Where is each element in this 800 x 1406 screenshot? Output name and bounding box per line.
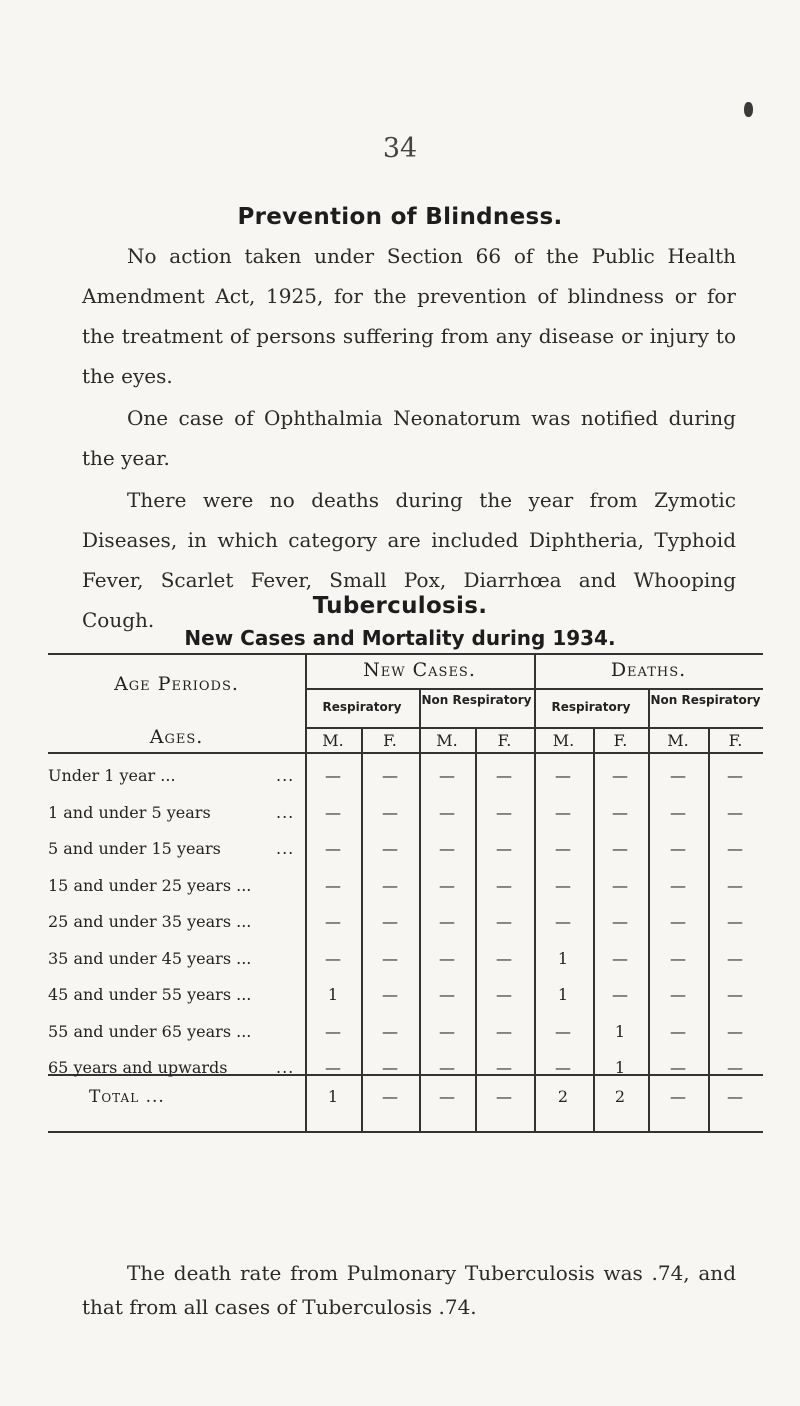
row-label: 65 years and upwards <box>48 1058 228 1077</box>
total-cell: — <box>670 1087 686 1106</box>
new-cases-header: New Cases. <box>363 659 476 681</box>
col-header-f: F. <box>613 731 628 750</box>
col-divider <box>305 653 307 1131</box>
col-divider <box>708 727 710 1131</box>
table-caption: New Cases and Mortality during 1934. <box>184 626 616 650</box>
table-cell: — <box>439 839 455 858</box>
table-cell: — <box>496 948 512 968</box>
total-cell: — <box>727 1087 743 1106</box>
table-cell: — <box>727 1021 743 1041</box>
table-cell: 1 <box>557 948 569 968</box>
table-cell: — <box>382 985 398 1004</box>
table-cell: — <box>325 912 341 931</box>
col-divider <box>648 688 650 1131</box>
table-cell: — <box>727 766 743 785</box>
tuberculosis-table <box>48 653 763 1133</box>
col-header-f: F. <box>497 731 512 750</box>
table-cell: — <box>382 766 398 785</box>
table-cell: — <box>555 875 571 895</box>
table-cell: — <box>612 839 628 858</box>
table-bottom-rule <box>48 1131 763 1133</box>
col-header-m: M. <box>322 731 344 750</box>
table-cell: — <box>439 766 455 785</box>
deaths-header: Deaths. <box>610 659 687 681</box>
table-cell: — <box>382 839 398 858</box>
total-cell: — <box>382 1087 398 1106</box>
table-cell: — <box>555 802 571 822</box>
table-cell: — <box>612 948 628 968</box>
table-cell: — <box>555 912 571 931</box>
col-divider <box>419 688 421 1131</box>
age-periods-header: Age Periods. <box>114 673 239 695</box>
table-cell: — <box>496 912 512 931</box>
table-cell: — <box>555 1058 571 1077</box>
table-cell: — <box>439 875 455 895</box>
row-label: 55 and under 65 years ... <box>48 1021 252 1041</box>
table-cell: — <box>670 985 686 1004</box>
table-cell: — <box>670 1058 686 1077</box>
table-cell: — <box>439 912 455 931</box>
row-label: 15 and under 25 years ... <box>48 875 252 895</box>
table-cell: — <box>727 1058 743 1077</box>
table-cell: — <box>612 985 628 1004</box>
header-bottom-rule <box>48 752 763 754</box>
page-mark <box>744 102 753 117</box>
table-cell: — <box>325 766 341 785</box>
col-divider <box>593 727 595 1131</box>
table-cell: — <box>382 948 398 968</box>
table-cell: — <box>325 839 341 858</box>
table-cell: — <box>727 839 743 858</box>
table-top-rule <box>48 653 763 655</box>
total-cell: 2 <box>614 1087 626 1106</box>
deaths-respiratory-header: Respiratory <box>551 700 631 714</box>
table-cell: — <box>555 1021 571 1041</box>
table-cell: — <box>670 948 686 968</box>
row-leader-dots: ... <box>276 1058 295 1077</box>
ages-header: Ages. <box>149 726 204 748</box>
col-header-m: M. <box>436 731 458 750</box>
table-cell: 1 <box>614 1058 626 1077</box>
col-header-m: M. <box>667 731 689 750</box>
table-cell: — <box>727 802 743 822</box>
paragraph-zymotic-diseases: There were no deaths during the year from Zymotic Diseases, in which category are included Diphtheria, Typhoid Fever, Scarlet Fever, Small Pox, Diarrhœa and Whooping Cough. <box>82 488 736 632</box>
col-header-f: F. <box>728 731 743 750</box>
paragraph-death-rate: The death rate from Pulmonary Tuberculosis was .74, and that from all cases of Tuberculosis .74. <box>82 1261 736 1319</box>
row-label: 45 and under 55 years ... <box>48 985 252 1004</box>
table-cell: — <box>555 839 571 858</box>
table-cell: 1 <box>557 985 569 1004</box>
table-cell: — <box>439 802 455 822</box>
table-cell: — <box>496 985 512 1004</box>
table-cell: — <box>439 1021 455 1041</box>
table-cell: — <box>727 912 743 931</box>
table-cell: — <box>439 948 455 968</box>
table-cell: — <box>382 912 398 931</box>
table-cell: — <box>496 1021 512 1041</box>
row-label: 25 and under 35 years ... <box>48 912 252 931</box>
table-cell: — <box>670 912 686 931</box>
table-cell: — <box>382 875 398 895</box>
table-cell: 1 <box>614 1021 626 1041</box>
table-cell: — <box>727 875 743 895</box>
table-cell: — <box>670 766 686 785</box>
table-cell: — <box>727 985 743 1004</box>
table-cell: — <box>670 802 686 822</box>
total-row-label: Total ... <box>89 1087 165 1107</box>
total-cell: 2 <box>557 1087 569 1106</box>
col-header-f: F. <box>383 731 397 750</box>
table-cell: — <box>382 1058 398 1077</box>
table-cell: — <box>325 948 341 968</box>
row-leader-dots: ... <box>276 766 295 785</box>
row-leader-dots: ... <box>276 802 295 822</box>
table-cell: — <box>670 1021 686 1041</box>
table-cell: 1 <box>327 985 339 1004</box>
table-cell: — <box>496 839 512 858</box>
table-cell: — <box>496 802 512 822</box>
table-cell: — <box>612 912 628 931</box>
total-cell: — <box>496 1087 512 1106</box>
page-number: 34 <box>382 133 418 164</box>
col-divider <box>475 727 477 1131</box>
section-heading-prevention-of-blindness: Prevention of Blindness. <box>237 204 563 230</box>
table-cell: — <box>439 1058 455 1077</box>
table-cell: — <box>555 766 571 785</box>
table-cell: — <box>612 766 628 785</box>
row-label: 35 and under 45 years ... <box>48 948 252 968</box>
row-leader-dots: ... <box>276 839 295 858</box>
table-cell: — <box>496 766 512 785</box>
row-label: 1 and under 5 years <box>48 802 211 822</box>
deaths-non-respiratory-header: Non Respiratory <box>650 693 761 707</box>
col-divider <box>361 727 363 1131</box>
table-cell: — <box>727 948 743 968</box>
table-cell: — <box>382 1021 398 1041</box>
table-cell: — <box>325 875 341 895</box>
new-cases-respiratory-header: Respiratory <box>322 700 402 714</box>
table-cell: — <box>439 985 455 1004</box>
table-cell: — <box>496 1058 512 1077</box>
total-cell: — <box>439 1087 455 1106</box>
section-heading-tuberculosis: Tuberculosis. <box>312 593 488 619</box>
table-cell: — <box>612 875 628 895</box>
table-cell: — <box>670 875 686 895</box>
col-divider <box>534 653 536 1131</box>
table-cell: — <box>325 802 341 822</box>
table-cell: — <box>670 839 686 858</box>
total-cell: 1 <box>327 1087 339 1106</box>
row-label: 5 and under 15 years <box>48 839 221 858</box>
table-cell: — <box>612 802 628 822</box>
col-header-m: M. <box>552 731 575 750</box>
table-cell: — <box>325 1058 341 1077</box>
table-cell: — <box>325 1021 341 1041</box>
new-cases-non-respiratory-header: Non Respiratory <box>421 693 532 707</box>
table-cell: — <box>382 802 398 822</box>
paragraph-section-66: No action taken under Section 66 of the Public Health Amendment Act, 1925, for the prevention of blindness or for the treatment of persons suffering from any disease or injury to the eyes. <box>82 244 736 388</box>
table-cell: — <box>496 875 512 895</box>
row-label: Under 1 year ... <box>48 766 176 785</box>
paragraph-ophthalmia: One case of Ophthalmia Neonatorum was notified during the year. <box>82 406 736 470</box>
